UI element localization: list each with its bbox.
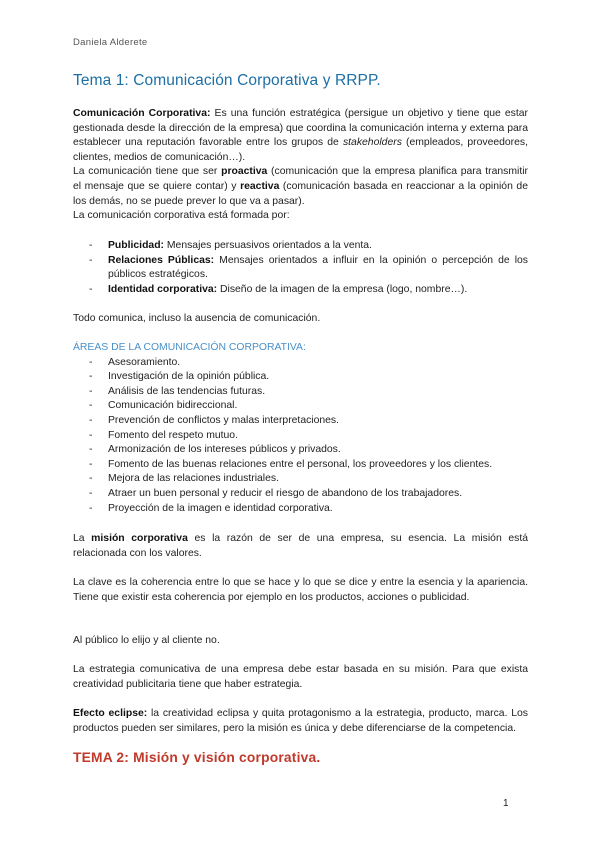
list-item: - Atraer un buen personal y reducir el riesgo de abandono de los trabajadores. [73, 487, 528, 502]
header-author: Daniela Alderete [73, 37, 148, 48]
list-item: - Fomento de las buenas relaciones entre el personal, los proveedores y los clientes. [73, 458, 528, 473]
page-title: Tema 1: Comunicación Corporativa y RRPP. [73, 72, 381, 89]
areas-block [73, 341, 528, 516]
components-list [73, 239, 528, 297]
list-item: - Fomento del respeto mutuo. [73, 429, 528, 444]
areas-list [73, 356, 528, 517]
tema2-heading: TEMA 2: Misión y visión corporativa. [73, 750, 321, 765]
clave-paragraph: La clave es la coherencia entre lo que se hace y lo que se dice y entre la esencia y la apariencia. Tiene que existir esta coherencia por ejemplo en los productos, acciones o publicidad. [73, 577, 528, 603]
list-item: - Identidad corporativa: Diseño de la imagen de la empresa (logo, nombre…). [73, 283, 528, 298]
list-item: - Proyección de la imagen e identidad corporativa. [73, 502, 528, 517]
page-number: 1 [503, 798, 509, 809]
proactiva-term: proactiva [221, 166, 268, 178]
eclipse-paragraph: Efecto eclipse: la creatividad eclipsa y quita protagonismo a la estrategia, producto, marca. Los productos pueden ser similares, pero la misión es única y debe diferenciarse de la competencia. [73, 708, 528, 734]
composition-intro: La comunicación corporativa está formada por: [73, 210, 290, 222]
mision-paragraph: La misión corporativa es la razón de ser de una empresa, su esencia. La misión está relacionada con los valores. [73, 533, 528, 559]
eclipse-term: Efecto eclipse: [73, 708, 148, 719]
todo-comunica-paragraph: Todo comunica, incluso la ausencia de comunicación. [73, 313, 321, 324]
publico-paragraph: Al público lo elijo y al cliente no. [73, 635, 220, 646]
list-item: - Asesoramiento. [73, 356, 528, 371]
proactive-reactive-paragraph: La comunicación tiene que ser proactiva (comunicación que la empresa planifica para transmitir el mensaje que se quiere contar) y reactiva (comunicación basada en reaccionar a la opinión de los demás, no se puede prever lo que va a pasar). [73, 166, 528, 207]
list-item: - Relaciones Públicas: Mensajes orientados a influir en la opinión o percepción de los públicos estratégicos. [73, 254, 528, 283]
definition-paragraph: Comunicación Corporativa: Es una función estratégica (persigue un objetivo y tiene que estar gestionada desde la dirección de la empresa) que coordina la comunicación interna y externa para establecer una reputación favorable entre los grupos de stakeholders (empleados, proveedores, clientes, medios de comunicación…). [73, 108, 528, 163]
list-item: - Mejora de las relaciones industriales. [73, 472, 528, 487]
areas-heading: ÁREAS DE LA COMUNICACIÓN CORPORATIVA: [73, 342, 306, 353]
list-item: - Prevención de conflictos y malas interpretaciones. [73, 414, 528, 429]
estrategia-paragraph: La estrategia comunicativa de una empresa debe estar basada en su misión. Para que exista creatividad publicitaria tiene que haber estrategia. [73, 664, 528, 690]
list-item: - Investigación de la opinión pública. [73, 370, 528, 385]
definition-term: Comunicación Corporativa: [73, 108, 211, 119]
stakeholders-term: stakeholders [342, 137, 402, 149]
intro-block [73, 107, 528, 224]
list-item: - Comunicación bidireccional. [73, 399, 528, 414]
components-list-block [73, 239, 528, 297]
mision-term: misión corporativa [91, 533, 188, 544]
list-item: - Publicidad: Mensajes persuasivos orientados a la venta. [73, 239, 528, 254]
list-item: - Armonización de los intereses públicos y privados. [73, 443, 528, 458]
list-item: - Análisis de las tendencias futuras. [73, 385, 528, 400]
reactiva-term: reactiva [240, 180, 280, 192]
